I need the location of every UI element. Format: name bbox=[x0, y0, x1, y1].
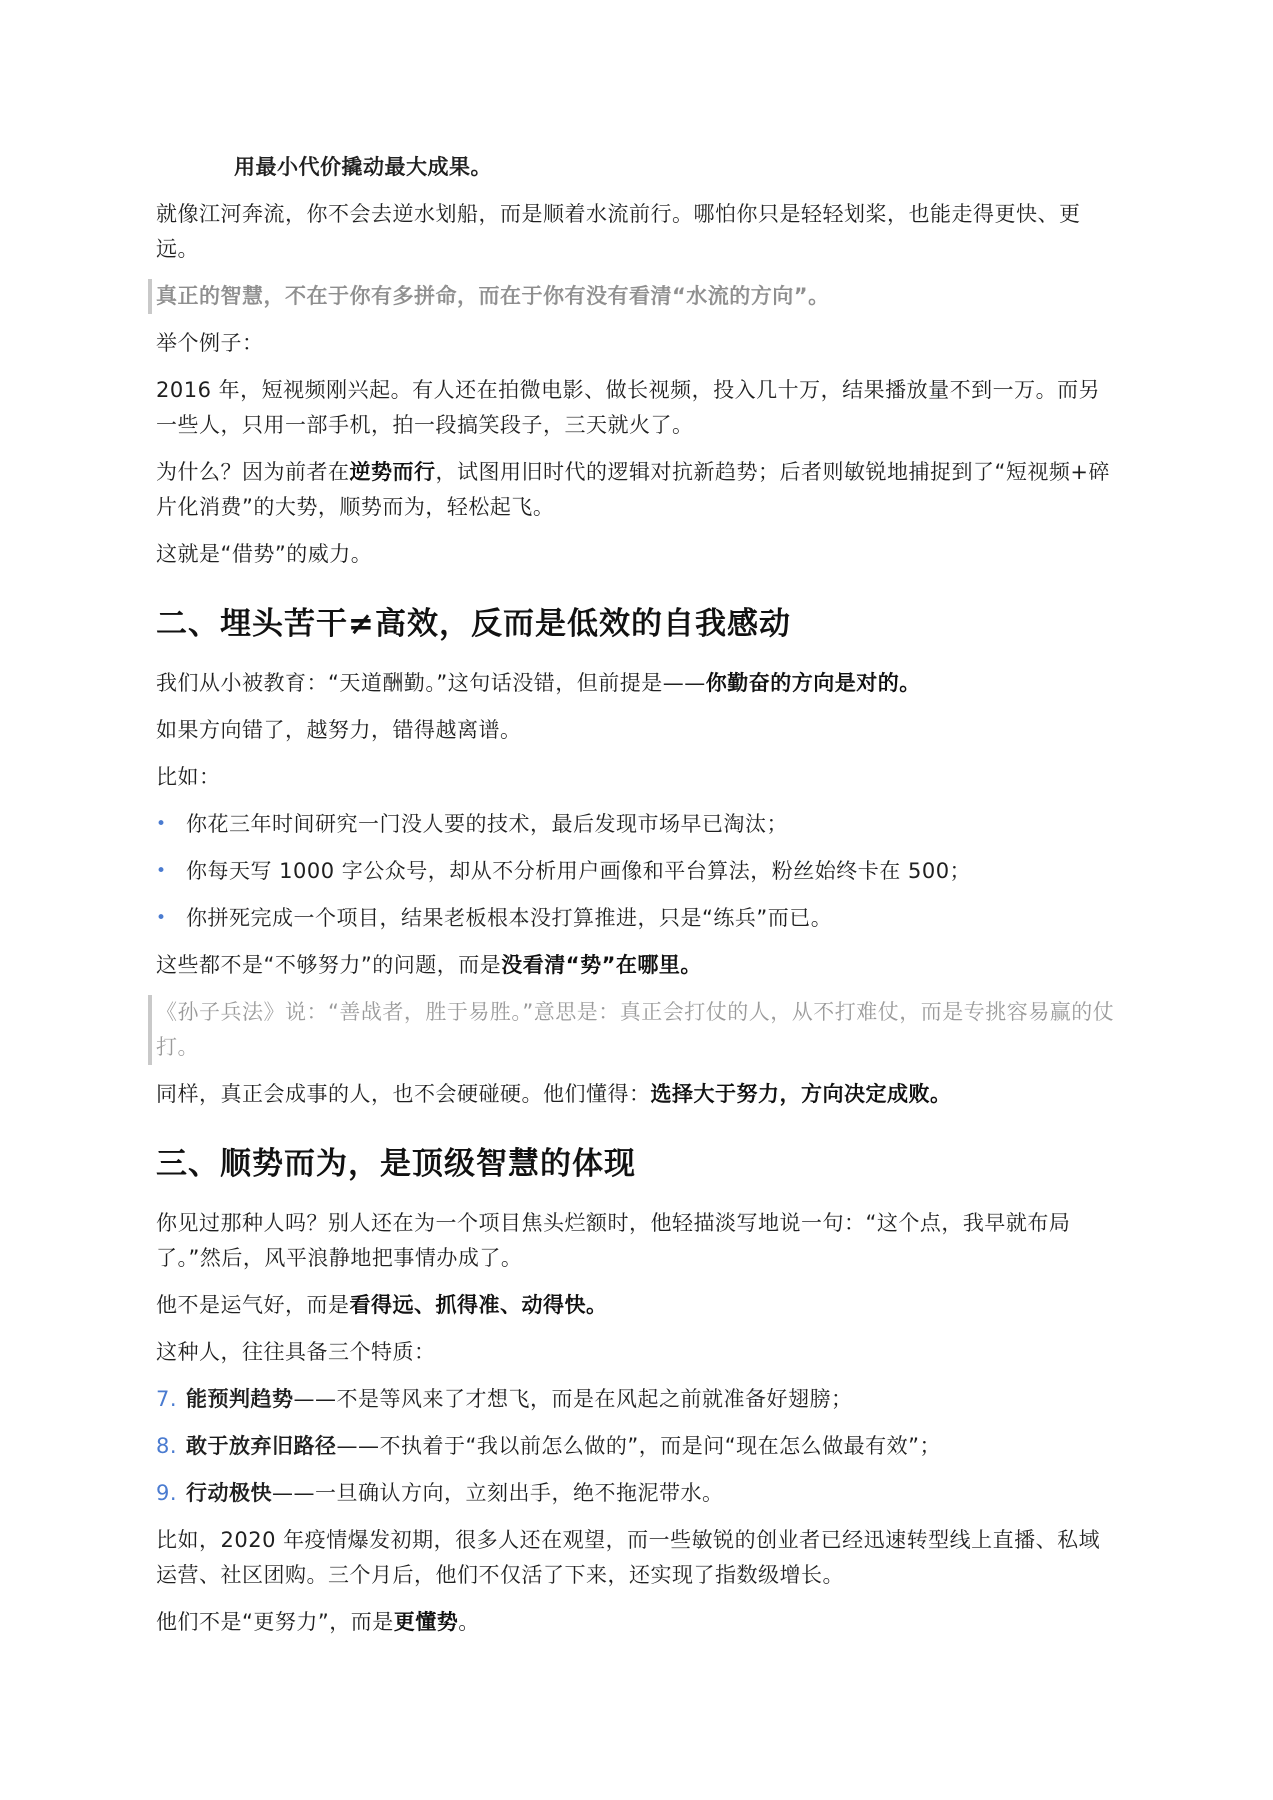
bold-text: 行动极快 bbox=[186, 1481, 272, 1505]
text-span: 这些都不是“不够努力”的问题，而是 bbox=[156, 953, 502, 977]
paragraph bbox=[156, 666, 1116, 701]
bullet-icon: • bbox=[156, 908, 167, 928]
list-number: 7. bbox=[156, 1387, 178, 1411]
bullet-icon: • bbox=[156, 861, 167, 881]
text-span: ，试图用旧时代的逻辑对抗新趋势；后者则敏锐地捕捉到了“短视频+碎片化消费”的大势，顺势而为，轻松起飞。 bbox=[156, 460, 1110, 519]
list-item-text: 你每天写 1000 字公众号，却从不分析用户画像和平台算法，粉丝始终卡在 500； bbox=[186, 859, 972, 883]
paragraph: 你见过那种人吗？别人还在为一个项目焦头烂额时，他轻描淡写地说一句：“这个点，我早就布局了。”然后，风平浪静地把事情办成了。 bbox=[156, 1211, 1071, 1270]
document-page bbox=[156, 150, 1116, 1652]
bullet-list bbox=[156, 807, 1116, 936]
top-line: 用最小代价撬动最大成果。 bbox=[234, 155, 492, 179]
paragraph bbox=[156, 1605, 1116, 1640]
bold-text: 选择大于努力，方向决定成败。 bbox=[650, 1082, 952, 1106]
paragraph: 比如，2020 年疫情爆发初期，很多人还在观望，而一些敏锐的创业者已经迅速转型线上直播、私域运营、社区团购。三个月后，他们不仅活了下来，还实现了指数级增长。 bbox=[156, 1528, 1101, 1587]
list-item bbox=[156, 807, 1116, 842]
paragraph: 这种人，往往具备三个特质： bbox=[156, 1340, 436, 1364]
paragraph bbox=[156, 948, 1116, 983]
bold-text: 没看清“势”在哪里。 bbox=[501, 953, 702, 977]
paragraph bbox=[156, 1288, 1116, 1323]
paragraph: 2016 年，短视频刚兴起。有人还在拍微电影、做长视频，投入几十万，结果播放量不到一万。而另一些人，只用一部手机，拍一段搞笑段子，三天就火了。 bbox=[156, 378, 1101, 437]
paragraph: 举个例子： bbox=[156, 331, 264, 355]
text-span: ——一旦确认方向，立刻出手，绝不拖泥带水。 bbox=[272, 1481, 724, 1505]
paragraph: 比如： bbox=[156, 765, 221, 789]
text-span: 我们从小被教育：“天道酬勤。”这句话没错，但前提是—— bbox=[156, 671, 706, 695]
paragraph bbox=[156, 1077, 1116, 1112]
text-span: 他不是运气好，而是 bbox=[156, 1293, 350, 1317]
list-number: 8. bbox=[156, 1434, 178, 1458]
list-item bbox=[156, 1382, 1116, 1417]
section-heading: 二、埋头苦干≠高效，反而是低效的自我感动 bbox=[156, 606, 791, 642]
text-span: ——不执着于“我以前怎么做的”，而是问“现在怎么做最有效”； bbox=[336, 1434, 942, 1458]
text-span: 为什么？因为前者在 bbox=[156, 460, 350, 484]
text-span: 。 bbox=[458, 1610, 480, 1634]
list-number: 9. bbox=[156, 1481, 178, 1505]
bold-text: 看得远、抓得准、动得快。 bbox=[349, 1293, 608, 1317]
list-item bbox=[156, 854, 1116, 889]
list-item bbox=[156, 1429, 1116, 1464]
list-item bbox=[156, 901, 1116, 936]
blockquote: 真正的智慧，不在于你有多拼命，而在于你有没有看清“水流的方向”。 bbox=[148, 279, 1116, 314]
bullet-icon: • bbox=[156, 814, 167, 834]
paragraph bbox=[156, 455, 1116, 525]
paragraph: 如果方向错了，越努力，错得越离谱。 bbox=[156, 718, 522, 742]
paragraph: 就像江河奔流，你不会去逆水划船，而是顺着水流前行。哪怕你只是轻轻划桨，也能走得更快、更远。 bbox=[156, 202, 1081, 261]
text-span: 同样，真正会成事的人，也不会硬碰硬。他们懂得： bbox=[156, 1082, 651, 1106]
bold-text: 你勤奋的方向是对的。 bbox=[705, 671, 921, 695]
paragraph: 这就是“借势”的威力。 bbox=[156, 542, 373, 566]
bold-text: 逆势而行 bbox=[349, 460, 436, 484]
text-span: 他们不是“更努力”，而是 bbox=[156, 1610, 394, 1634]
numbered-list bbox=[156, 1382, 1116, 1511]
text-span: ——不是等风来了才想飞，而是在风起之前就准备好翅膀； bbox=[293, 1387, 853, 1411]
list-item-text: 你拼死完成一个项目，结果老板根本没打算推进，只是“练兵”而已。 bbox=[186, 906, 833, 930]
bold-text: 能预判趋势 bbox=[186, 1387, 294, 1411]
bold-text: 敢于放弃旧路径 bbox=[186, 1434, 337, 1458]
bold-text: 更懂势 bbox=[393, 1610, 459, 1634]
list-item-text: 你花三年时间研究一门没人要的技术，最后发现市场早已淘汰； bbox=[186, 812, 788, 836]
list-item bbox=[156, 1476, 1116, 1511]
blockquote: 《孙子兵法》说：“善战者，胜于易胜。”意思是：真正会打仗的人，从不打难仗，而是专挑容易赢的仗打。 bbox=[148, 995, 1116, 1065]
section-heading: 三、顺势而为，是顶级智慧的体现 bbox=[156, 1146, 636, 1182]
